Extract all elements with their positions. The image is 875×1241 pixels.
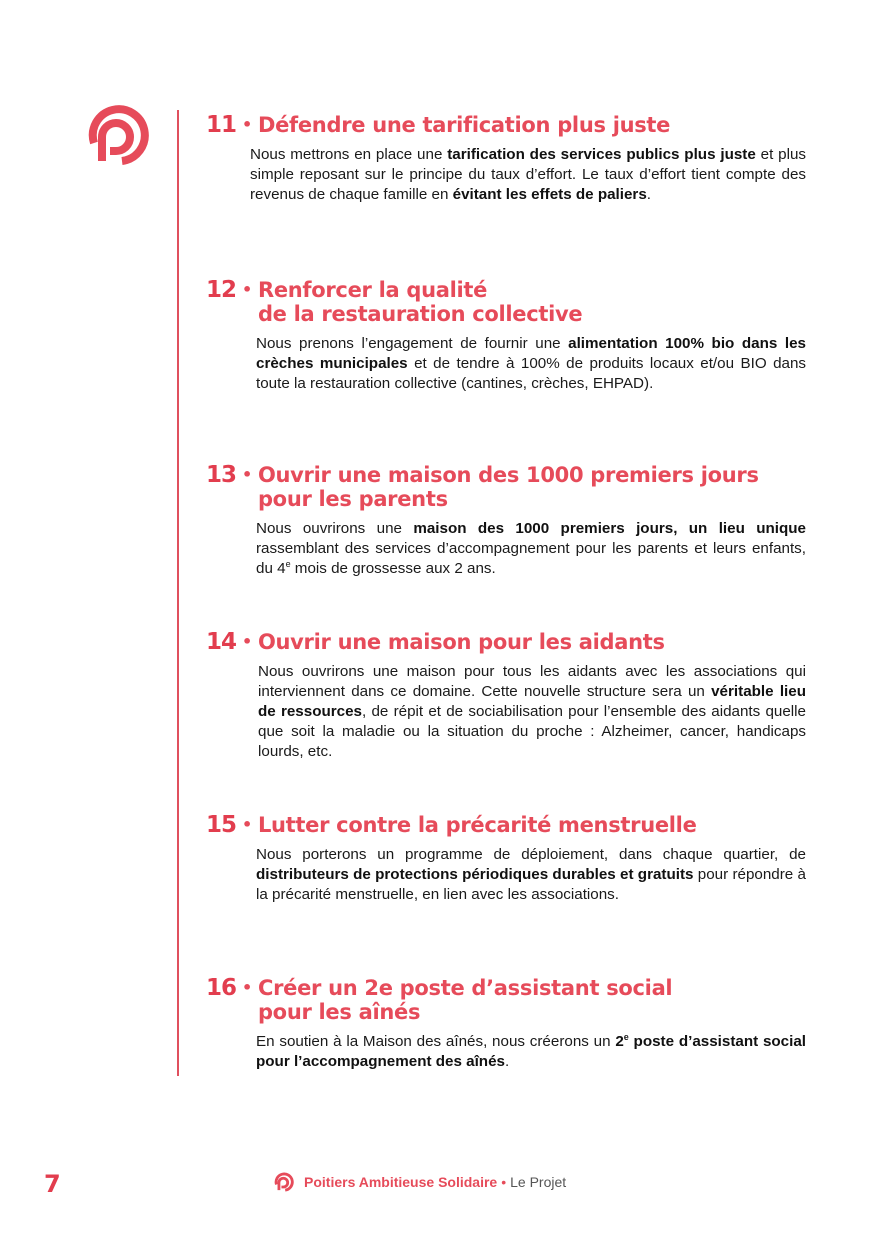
body-text: mois de grossesse aux 2 ans. [290,560,496,577]
vertical-divider [177,110,179,1076]
bullet: • [242,115,252,134]
body-text: . [504,1053,510,1070]
footer [272,1172,566,1192]
section-title [206,113,806,137]
section-title [206,278,806,326]
bullet: • [242,632,252,651]
emphasis-text: poste d’assistant social pour l’accompagnement des aînés [256,1033,807,1070]
emphasis-text: véritable lieu de ressources [258,683,806,720]
p-logo-icon [80,103,150,167]
section-number: 11 [206,112,237,138]
body-text: Nous mettrons en place une [250,146,448,163]
bullet: • [242,815,252,834]
bullet: • [242,465,252,484]
section-body [256,334,806,394]
body-text: e [285,558,291,569]
body-text: pour répondre à la précarité menstruelle, en lien avec les associations. [256,866,806,903]
body-text: Nous ouvrirons une [256,520,414,537]
section-title [206,813,806,837]
emphasis-text: e [623,1031,629,1042]
title-line: pour les parents [257,487,448,511]
title-line: Créer un 2e poste d’assistant social [257,976,673,1000]
emphasis-text: 2 [615,1033,624,1050]
body-text: et de tendre à 100% de produits locaux et/ou BIO dans toute la restauration collective (cantines, crèches, EHPAD). [256,355,807,392]
body-text: Nous prenons l’engagement de fournir une [256,335,569,352]
emphasis-text: maison des 1000 premiers jours, un lieu unique [413,520,806,537]
section-body [250,145,806,205]
body-text: Nous ouvrirons une maison pour tous les aidants avec les associations qui interviennent dans ce domaine. Cette nouvelle structure sera un [258,663,806,700]
section-11 [206,113,806,205]
section-13 [206,463,806,579]
section-title [206,463,806,511]
title-line: Ouvrir une maison pour les aidants [257,630,665,654]
emphasis-text: distributeurs de protections périodiques durables et gratuits [256,866,694,883]
title-line: Défendre une tarification plus juste [257,113,671,137]
title-line: de la restauration collective [257,302,583,326]
section-body [256,1032,806,1072]
section-number: 12 [206,277,237,303]
section-15 [206,813,806,905]
bullet: • [242,280,252,299]
bullet: • [242,978,252,997]
footer-brand: Poitiers Ambitieuse Solidaire [304,1174,498,1190]
body-text: rassemblant des services d’accompagnement pour les parents et leurs enfants, du 4 [256,540,806,577]
title-line: Lutter contre la précarité menstruelle [257,813,697,837]
body-text: , de répit et de sociabilisation pour l’ensemble des aidants quelle que soit la maladie ou la situation du proche : Alzheimer, cancer, handicaps lourds, etc. [258,703,807,760]
section-body [256,519,806,579]
section-number: 15 [206,812,237,838]
section-body [256,845,806,905]
section-number: 16 [206,975,237,1001]
body-text: . [646,186,652,203]
page-number: 7 [44,1170,61,1198]
section-14 [206,630,806,762]
section-body [258,662,806,762]
title-line: Ouvrir une maison des 1000 premiers jours [257,463,759,487]
body-text: Nous porterons un programme de déploiement, dans chaque quartier, de [256,846,806,863]
section-number: 14 [206,629,237,655]
p-logo-icon [272,1172,294,1192]
title-line: Renforcer la qualité [257,278,488,302]
body-text: En soutien à la Maison des aînés, nous créerons un [256,1033,616,1050]
section-12 [206,278,806,394]
footer-separator: • [501,1174,507,1190]
footer-subtitle: Le Projet [510,1174,567,1190]
title-line: pour les aînés [257,1000,421,1024]
emphasis-text: alimentation 100% bio dans les crèches municipales [256,335,806,372]
section-title [206,630,806,654]
body-text: et plus simple reposant sur le principe du taux d’effort. Le taux d’effort tient compte des revenus de chaque famille en [250,146,806,203]
section-16 [206,976,806,1072]
emphasis-text: évitant les effets de paliers [452,186,647,203]
section-number: 13 [206,462,237,488]
section-title [206,976,806,1024]
emphasis-text: tarification des services publics plus juste [447,146,756,163]
